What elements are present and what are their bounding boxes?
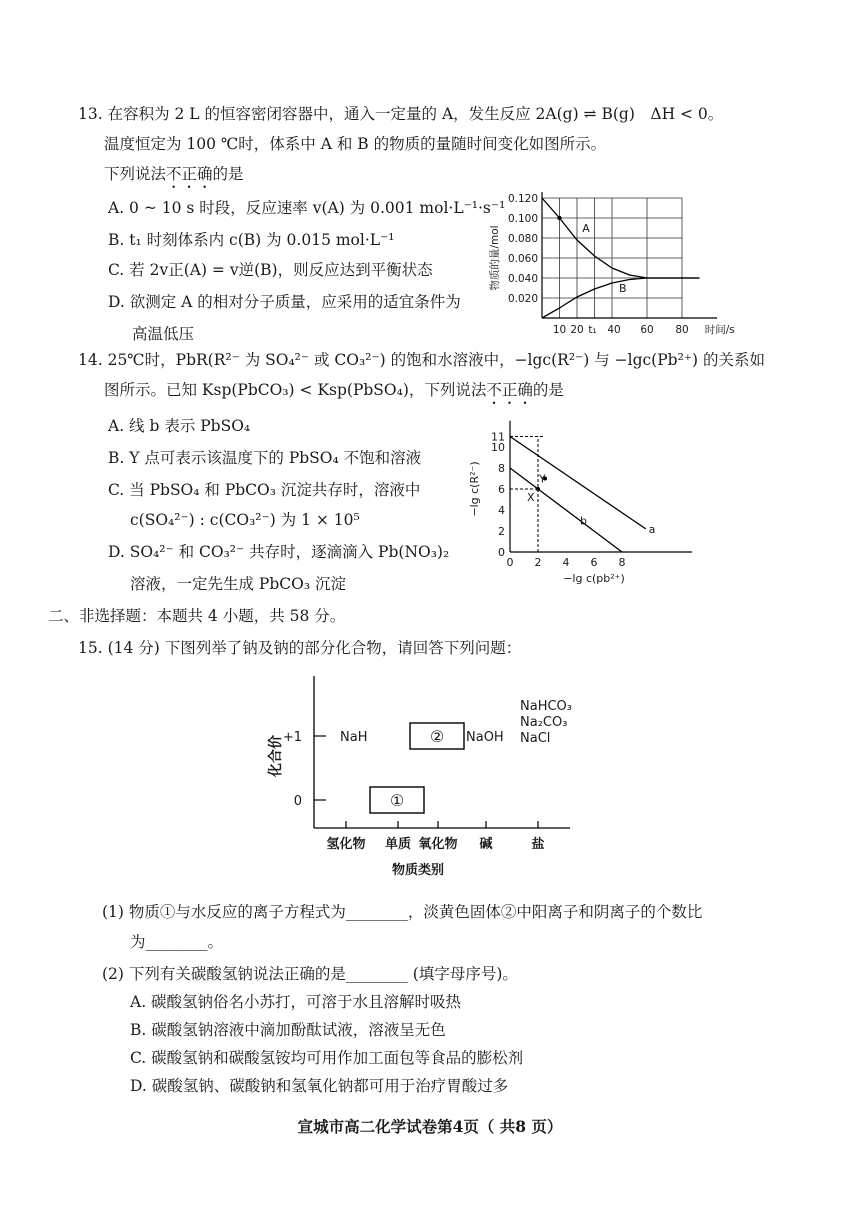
series-b-label: b [580,514,587,528]
series-b-line [510,468,622,552]
y-tick-label: 4 [498,504,505,517]
y-tick-label: 11 [491,430,505,444]
x-tick-label: 碱 [479,837,493,852]
y-tick-label: 0.040 [507,273,538,285]
y-tick-label: 0 [498,546,505,559]
page-footer: 宣城市高二化学试卷第4页（ 共8 页） [297,1117,563,1136]
q14-stem-line2 [104,380,564,408]
q13-stem-line1: 13. 在容积为 2 L 的恒容密闭容器中，通入一定量的 A，发生反应 2A(g) ⇌ B(g) ΔH < 0。 [78,105,724,123]
y-tick-label: 0.020 [507,293,538,305]
q13-option-a: A. 0 ~ 10 s 时段，反应速率 v(A) 为 0.001 mol·L⁻¹·s⁻¹ [108,199,506,217]
y-tick-label: 10 [491,441,505,454]
q14-stem2-pre: 图所示。已知 Ksp(PbCO₃) < Ksp(PbSO₄)，下列说法 [104,381,487,399]
q14-stem2-post: 的是 [532,381,564,399]
x-tick-label: 单质 [384,837,412,852]
q13-option-c: C. 若 2v正(A) = v逆(B)，则反应达到平衡状态 [108,261,433,279]
y-tick-label: 8 [498,462,505,475]
salt-label: NaCl [520,731,551,746]
q15-stem: 15. (14 分) 下图列举了钠及钠的部分化合物，请回答下列问题： [78,639,522,657]
point-X [536,487,540,491]
x-axis-label: 时间/s [704,324,735,336]
q15-part1-cont: 为________。 [130,933,224,951]
q13-stem-line3 [104,164,244,192]
q15-diagram [270,672,610,887]
item-label: NaOH [466,730,504,745]
series-a-label: a [648,522,656,536]
x-tick-label: t₁ [588,324,597,336]
y-tick-label: 0 [293,794,302,809]
y-tick-label: 0.060 [507,253,538,265]
x-axis-label: 物质类别 [391,863,445,878]
q13-option-d-cont: 高温低压 [132,325,195,343]
y-axis-label: 物质的量/mol [489,225,501,291]
point-Y-label: Y [539,472,546,486]
q13-emphasis: 不正确 [166,165,213,183]
q14-option-a: A. 线 b 表示 PbSO₄ [108,417,251,435]
salt-label: Na₂CO₃ [520,715,568,730]
q14-option-d: D. SO₄²⁻ 和 CO₃²⁻ 共存时，逐滴滴入 Pb(NO₃)₂ [108,543,450,561]
q13-stem3-post: 的是 [212,165,244,183]
y-axis-label: −lg c(R²⁻) [468,461,481,517]
q15-part2: (2) 下列有关碳酸氢钠说法正确的是________ (填字母序号)。 [102,965,518,983]
y-axis-label: 化合价 [268,735,284,777]
x-axis-label: −lg c(pb²⁺) [563,572,625,585]
boxed-item-label: ① [389,791,405,810]
q14-option-c: C. 当 PbSO₄ 和 PbCO₃ 沉淀共存时，溶液中 [108,481,421,499]
q14-emphasis: 不正确 [486,381,533,399]
boxed-item-label: ② [429,727,445,746]
q15-part1: (1) 物质①与水反应的离子方程式为________，淡黄色固体②中阳离子和阴离子的个数比 [102,903,703,921]
y-tick-label: 2 [498,525,505,538]
q15-option-a: A. 碳酸氢钠俗名小苏打，可溶于水且溶解时吸热 [130,993,462,1011]
q13-option-d: D. 欲测定 A 的相对分子质量，应采用的适宜条件为 [108,293,461,311]
x-tick-label: 10 [552,324,567,336]
x-tick-label: 4 [562,556,570,569]
point-X-label: X [527,491,535,504]
x-tick-label: 8 [618,556,626,569]
y-tick-label: 0.080 [507,233,538,245]
section-heading: 二、非选择题：本题共 4 小题，共 58 分。 [48,607,346,625]
q14-option-c-cont: c(SO₄²⁻) : c(CO₃²⁻) 为 1 × 10⁵ [130,511,360,529]
y-tick-label: 0.120 [507,193,538,205]
y-tick-label: 6 [498,483,505,496]
q13-option-b: B. t₁ 时刻体系内 c(B) 为 0.015 mol·L⁻¹ [108,231,395,249]
series-A-label: A [582,222,590,235]
q14-stem-line1: 14. 25℃时，PbR(R²⁻ 为 SO₄²⁻ 或 CO₃²⁻) 的饱和水溶液中，−lgc(R²⁻) 与 −lgc(Pb²⁺) 的关系如 [78,351,765,369]
x-tick-label: 氧化物 [418,837,458,852]
x-tick-label: 6 [590,556,598,569]
q13-stem-line2: 温度恒定为 100 ℃时，体系中 A 和 B 的物质的量随时间变化如图所示。 [104,135,607,153]
x-tick-label: 80 [675,324,689,336]
x-tick-label: 60 [640,324,654,336]
q15-option-c: C. 碳酸氢钠和碳酸氢铵均可用作加工面包等食品的膨松剂 [130,1049,524,1067]
item-label: NaH [340,730,368,745]
x-tick-label: 0 [506,556,514,569]
marker-point [557,216,561,220]
x-tick-label: 盐 [531,837,545,852]
q14-option-d-cont: 溶液，一定先生成 PbCO₃ 沉淀 [130,575,346,593]
q14-chart [470,412,720,592]
salt-label: NaHCO₃ [520,699,572,714]
x-tick-label: 氢化物 [326,837,366,852]
q14-option-b: B. Y 点可表示该温度下的 PbSO₄ 不饱和溶液 [108,449,422,467]
y-tick-label: +1 [282,730,302,745]
q15-option-b: B. 碳酸氢钠溶液中滴加酚酞试液，溶液呈无色 [130,1021,446,1039]
y-tick-label: 0.100 [507,213,538,225]
series-B-label: B [619,282,627,295]
x-tick-label: 20 [570,324,584,336]
x-tick-label: 40 [607,324,621,336]
x-tick-label: 2 [534,556,542,569]
q15-option-d: D. 碳酸氢钠、碳酸钠和氢氧化钠都可用于治疗胃酸过多 [130,1077,509,1095]
q13-chart [486,178,736,348]
q13-stem3-pre: 下列说法 [104,165,167,183]
